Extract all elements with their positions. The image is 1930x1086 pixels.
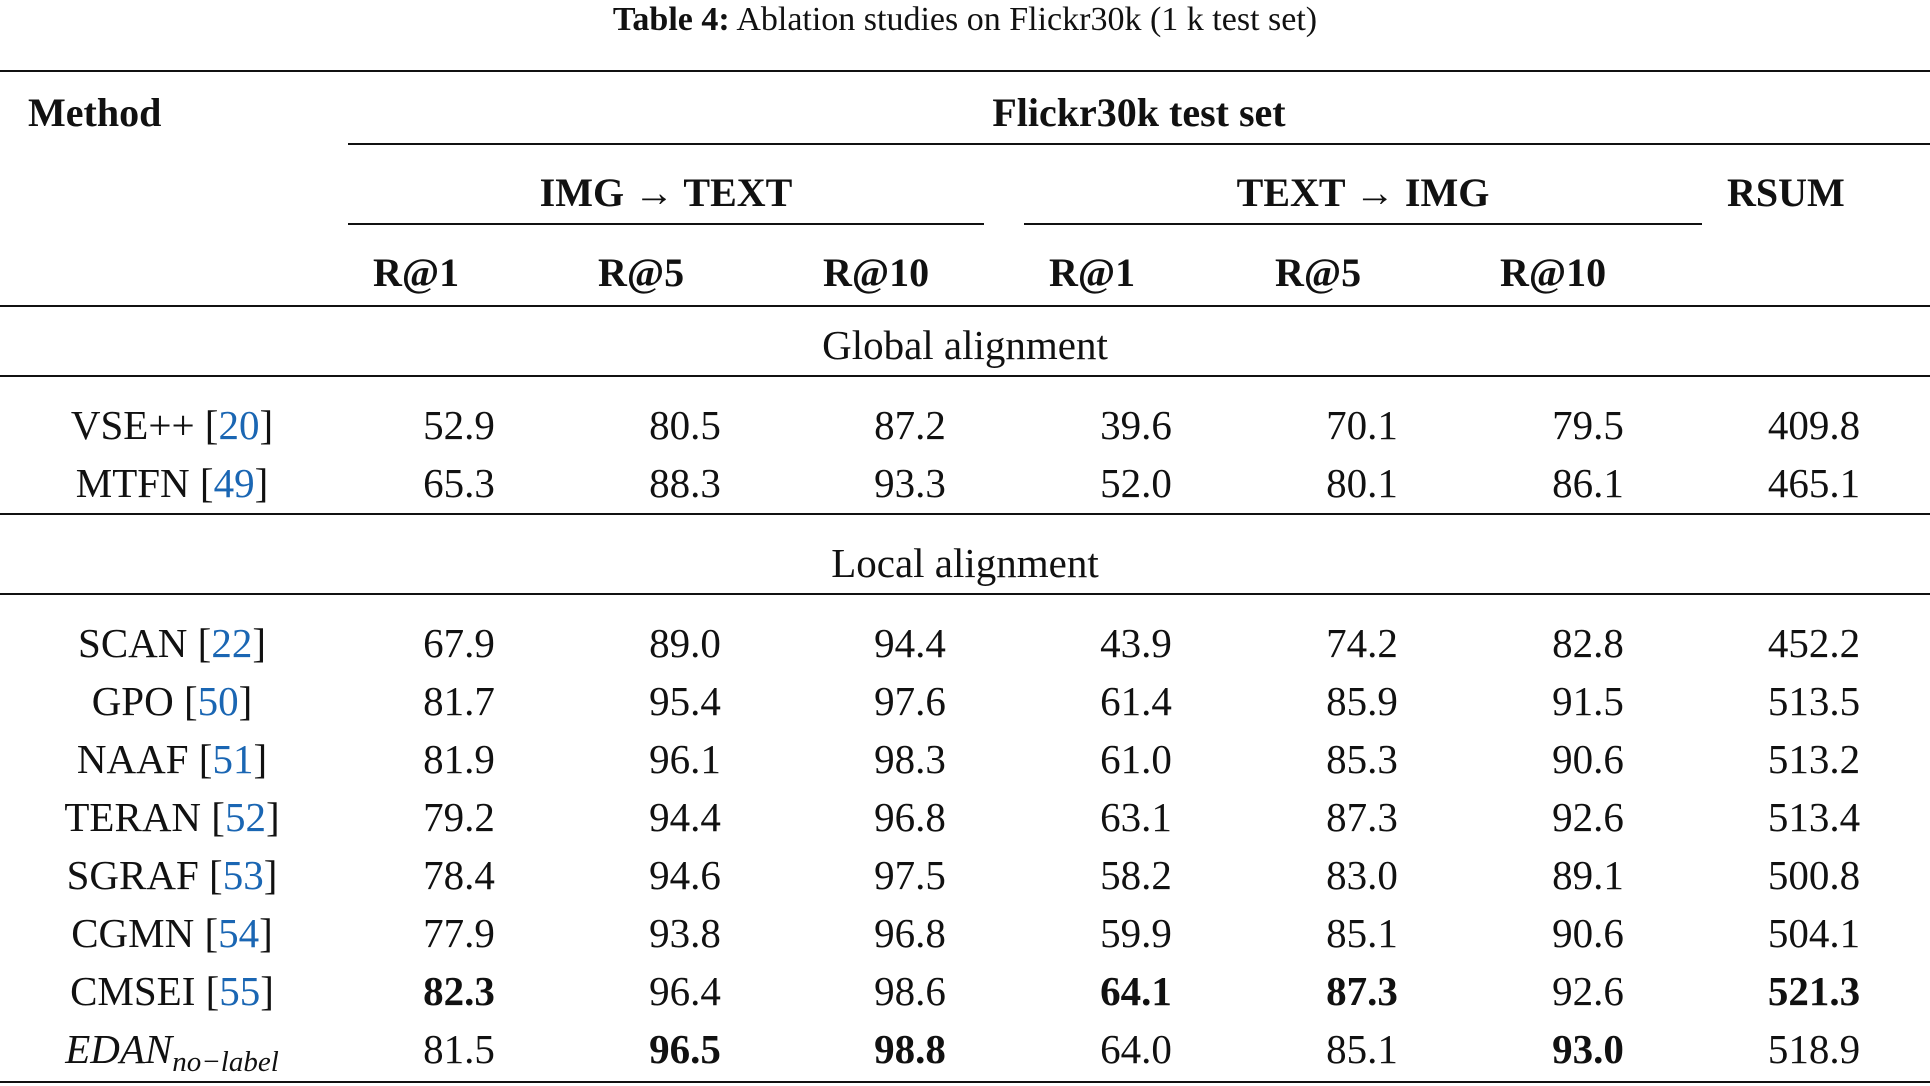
table-caption-label: Table 4: [612,1,730,38]
citation-link[interactable]: 52 [224,794,266,840]
method-label: SCAN [ [78,620,212,666]
table-cell: 82.3 [423,968,495,1014]
citation-bracket: ] [259,402,274,448]
table-cell: 98.6 [874,968,946,1014]
group-rule [348,143,1930,145]
method-header: Method [28,90,162,135]
table-cell: 90.6 [1552,910,1624,956]
table-cell: 513.5 [1767,678,1861,724]
citation-bracket: ] [254,460,269,506]
table-cell: 93.3 [874,460,946,506]
table-cell: 87.3 [1326,794,1398,840]
metric-header-4: R@1 [1049,250,1136,295]
method-label: GPO [ [91,678,198,724]
table-cell: 93.0 [1552,1026,1624,1072]
method-name [2,400,342,450]
citation-link[interactable]: 50 [197,678,239,724]
table-cell: 94.4 [649,794,721,840]
table-cell: 81.7 [423,678,495,724]
table-cell: 81.9 [423,736,495,782]
table-cell: 465.1 [1767,460,1861,506]
table-cell: 96.1 [649,736,721,782]
metric-header-3: R@10 [823,250,930,295]
table-cell: 89.1 [1552,852,1624,898]
table-cell: 39.6 [1100,402,1172,448]
method-label: SGRAF [ [66,852,223,898]
section-title: Global alignment [822,322,1108,368]
method-name [2,618,342,668]
img-to-text-header: IMG → TEXT [539,170,793,215]
table-cell: 74.2 [1326,620,1398,666]
table-cell: 513.4 [1767,794,1861,840]
citation-bracket: ] [265,794,280,840]
table-cell: 504.1 [1767,910,1861,956]
citation-link[interactable]: 55 [219,968,261,1014]
citation-link[interactable]: 53 [222,852,264,898]
table-cell: 97.5 [874,852,946,898]
method-name [2,908,342,958]
table-cell: 90.6 [1552,736,1624,782]
table-cell: 513.2 [1767,736,1861,782]
table-cell: 80.1 [1326,460,1398,506]
local-title-rule [0,593,1930,595]
global-title-rule [0,375,1930,377]
global-bottom-rule [0,513,1930,515]
table-caption [0,0,1930,44]
table-cell: 87.2 [874,402,946,448]
table-cell: 409.8 [1767,402,1861,448]
table-cell: 77.9 [423,910,495,956]
table-cell: 97.6 [874,678,946,724]
table-cell: 63.1 [1100,794,1172,840]
citation-link[interactable]: 20 [218,402,260,448]
citation-bracket: ] [260,968,274,1014]
group-header: Flickr30k test set [992,90,1286,135]
method-name [2,966,342,1016]
section-title: Local alignment [831,540,1099,586]
method-name [2,792,342,842]
table-cell: 61.4 [1100,678,1172,724]
table-cell: 79.5 [1552,402,1624,448]
table-cell: 85.1 [1326,910,1398,956]
table-cell: 52.0 [1100,460,1172,506]
metric-header-6: R@10 [1500,250,1607,295]
table-caption-text: Ablation studies on Flickr30k (1 k test set) [736,1,1318,38]
table-cell: 79.2 [423,794,495,840]
method-name [2,1024,342,1078]
text-to-img-rule [1024,223,1702,225]
table-cell: 82.8 [1552,620,1624,666]
method-label: CGMN [ [71,910,219,956]
top-rule [0,70,1930,72]
citation-link[interactable]: 49 [213,460,255,506]
table-cell: 452.2 [1767,620,1861,666]
citation-link[interactable]: 54 [218,910,260,956]
table-cell: 98.3 [874,736,946,782]
rsum-header: RSUM [1727,170,1845,215]
table-cell: 518.9 [1767,1026,1861,1072]
table-cell: 88.3 [649,460,721,506]
table-cell: 85.1 [1326,1026,1398,1072]
table-cell: 94.6 [649,852,721,898]
citation-link[interactable]: 22 [211,620,253,666]
table-cell: 67.9 [423,620,495,666]
table-cell: 59.9 [1100,910,1172,956]
table-cell: 78.4 [423,852,495,898]
table-cell: 96.8 [874,910,946,956]
citation-bracket: ] [252,620,266,666]
method-label: $EDAN_{no-label}$ [65,1026,279,1078]
metric-header-2: R@5 [598,250,685,295]
text-to-img-header: TEXT → IMG [1236,170,1490,215]
table-cell: 64.0 [1100,1026,1172,1072]
table-cell: 521.3 [1767,968,1861,1014]
table-cell: 93.8 [649,910,721,956]
method-label: TERAN [ [64,794,225,840]
method-label: MTFN [ [75,460,214,506]
method-name [2,850,342,900]
method-name [2,676,342,726]
table-cell: 70.1 [1326,402,1398,448]
citation-bracket: ] [259,910,273,956]
method-label: VSE++ [ [70,402,219,448]
table-cell: 61.0 [1100,736,1172,782]
table-cell: 94.4 [874,620,946,666]
table-cell: 83.0 [1326,852,1398,898]
table-cell: 91.5 [1552,678,1624,724]
img-to-text-rule [348,223,984,225]
table-cell: 89.0 [649,620,721,666]
table-cell: 92.6 [1552,968,1624,1014]
table-cell: 87.3 [1326,968,1398,1014]
table-cell: 86.1 [1552,460,1624,506]
citation-bracket: ] [263,852,278,898]
method-name [2,734,342,784]
method-label: CMSEI [ [70,968,220,1014]
table-cell: 95.4 [649,678,721,724]
bottom-rule [0,1081,1930,1083]
citation-link[interactable]: 51 [212,736,254,782]
table-cell: 85.9 [1326,678,1398,724]
table-cell: 92.6 [1552,794,1624,840]
table-cell: 98.8 [874,1026,946,1072]
metric-header-1: R@1 [373,250,460,295]
table-cell: 96.4 [649,968,721,1014]
table-cell: 80.5 [649,402,721,448]
table-cell: 52.9 [423,402,495,448]
header-bottom-rule [0,305,1930,307]
table-cell: 500.8 [1767,852,1861,898]
citation-bracket: ] [238,678,253,724]
metric-header-5: R@5 [1275,250,1362,295]
table-cell: 85.3 [1326,736,1398,782]
method-label: NAAF [ [76,736,213,782]
method-name [2,458,342,508]
table-cell: 58.2 [1100,852,1172,898]
table-cell: 96.5 [649,1026,721,1072]
citation-bracket: ] [253,736,268,782]
table-cell: 64.1 [1100,968,1172,1014]
table-cell: 65.3 [423,460,495,506]
table-cell: 43.9 [1100,620,1172,666]
table-cell: 96.8 [874,794,946,840]
table-cell: 81.5 [423,1026,495,1072]
method-subscript: no−label [172,1046,279,1078]
